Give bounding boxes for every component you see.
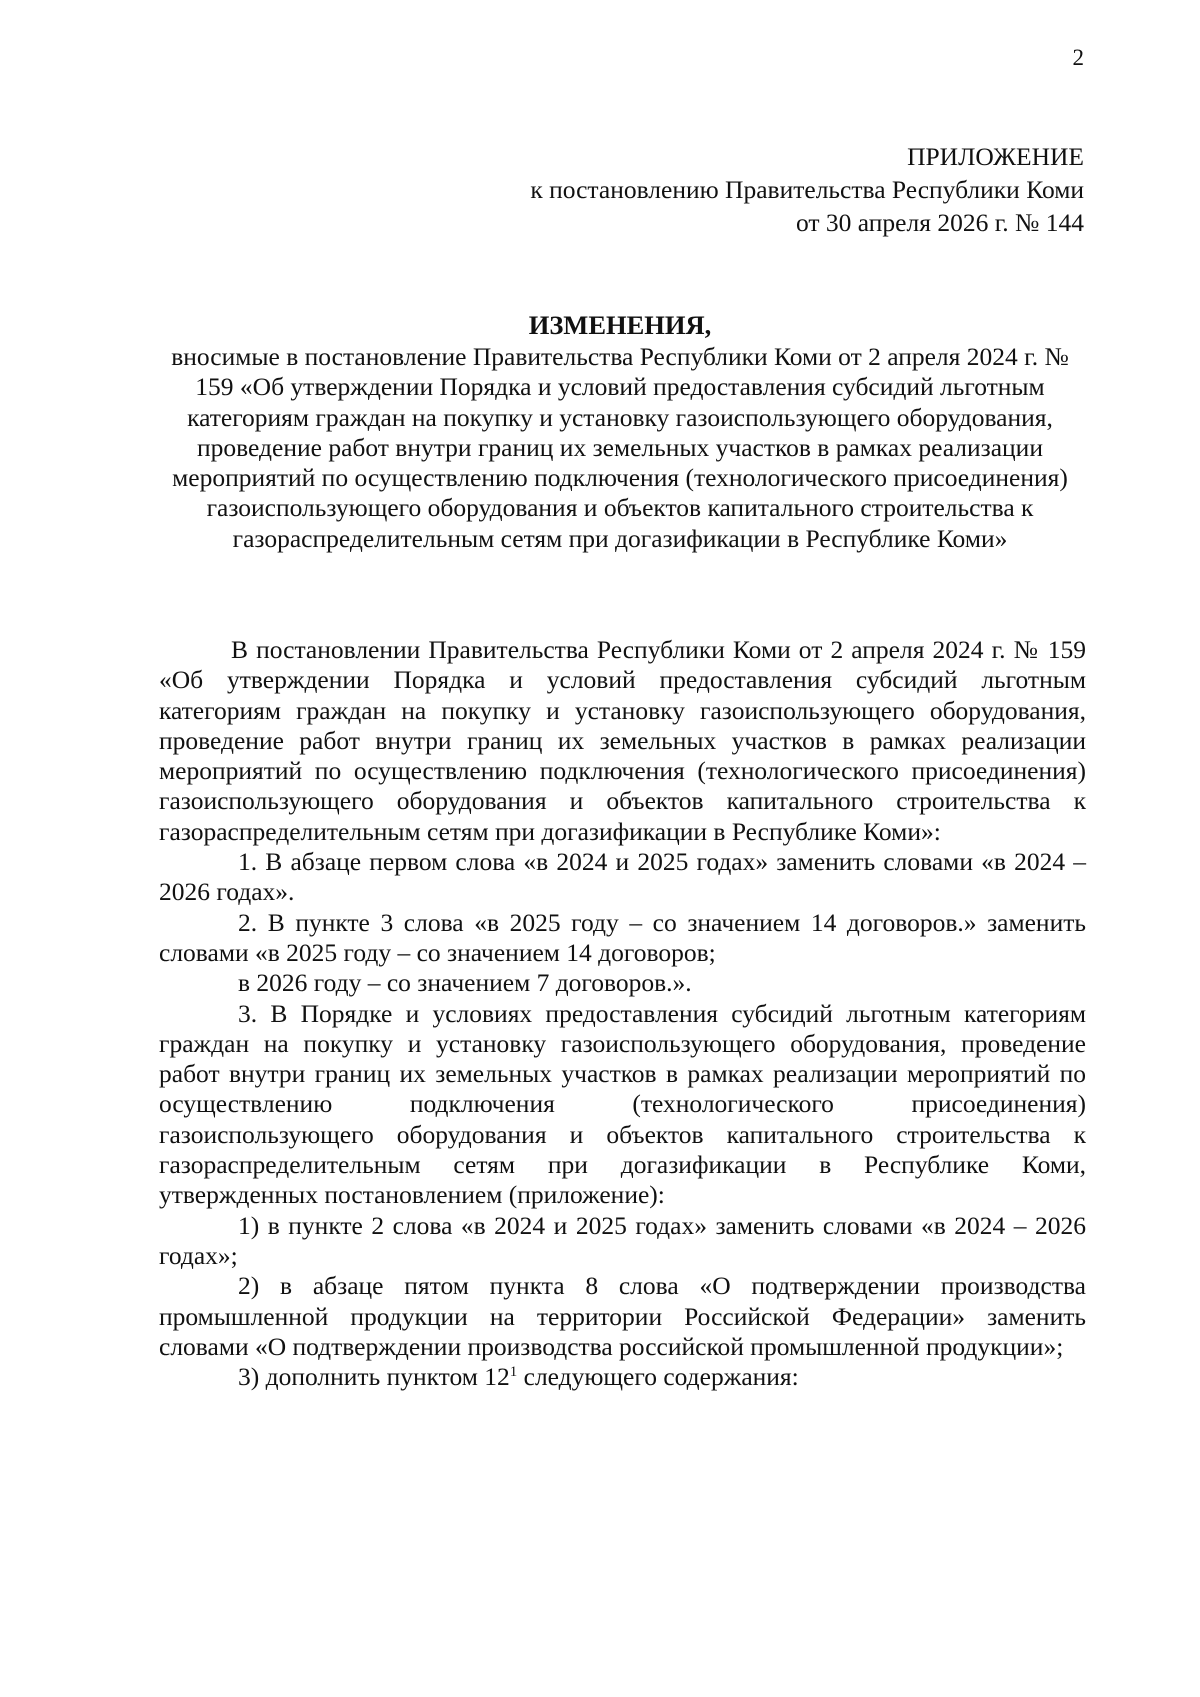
page-number: 2	[1072, 45, 1084, 70]
subitem-3-prefix: 3) дополнить пунктом 12	[238, 1362, 510, 1392]
subitem-3-suffix: следующего содержания:	[517, 1362, 799, 1392]
subitem-3	[159, 1362, 1086, 1392]
amendment-item-2: 2. В пункте 3 слова «в 2025 году – со значением 14 договоров.» заменить словами «в 2025 году – со значением 14 договоров;	[159, 907, 1086, 967]
subitem-1: 1) в пункте 2 слова «в 2024 и 2025 годах» заменить словами «в 2024 – 2026 годах»;	[159, 1210, 1086, 1270]
amendment-item-3: 3. В Порядке и условиях предоставления субсидий льготным категориям граждан на покупку и установку газоиспользующего оборудования, проведение работ внутри границ их земельных участков в рамках реализации мероприятий по осуществлению подключения (технологического присоединения) газоиспользующего оборудования и объектов капитального строительства к газораспределительным сетям при догазификации в Республике Коми, утвержденных постановлением (приложение):	[159, 998, 1086, 1210]
document-title: ИЗМЕНЕНИЯ,	[528, 310, 712, 340]
document-subtitle: вносимые в постановление Правительства Республики Коми от 2 апреля 2024 г. № 159 «Об утверждении Порядка и условий предоставления субсидий льготным категориям граждан на покупку и установку газоиспользующего оборудования, проведение работ внутри границ их земельных участков в рамках реализации мероприятий по осуществлению подключения (технологического присоединения) газоиспользующего оборудования и объектов капитального строительства к газораспределительным сетям при догазификации в Республике Коми»	[171, 342, 1069, 553]
subitem-2: 2) в абзаце пятом пункта 8 слова «О подтверждении производства промышленной продукции на территории Российской Федерации» заменить словами «О подтверждении производства российской промышленной продукции»;	[159, 1271, 1086, 1361]
amendment-item-2-continuation: в 2026 году – со значением 7 договоров.».	[238, 968, 692, 998]
appendix-label: ПРИЛОЖЕНИЕ	[907, 142, 1084, 171]
appendix-header	[384, 140, 1084, 239]
document-body	[159, 635, 1086, 1392]
intro-paragraph: В постановлении Правительства Республики Коми от 2 апреля 2024 г. № 159 «Об утверждении Порядка и условий предоставления субсидий льготным категориям граждан на покупку и установку газоиспользующего оборудования, проведение работ внутри границ их земельных участков в рамках реализации мероприятий по осуществлению подключения (технологического присоединения) газоиспользующего оборудования и объектов капитального строительства к газораспределительным сетям при догазификации в Республике Коми»:	[159, 635, 1086, 846]
appendix-date-number: от 30 апреля 2026 г. № 144	[796, 208, 1084, 237]
amendment-item-1: 1. В абзаце первом слова «в 2024 и 2025 годах» заменить словами «в 2024 – 2026 годах».	[159, 847, 1086, 907]
subitem-3-superscript: 1	[509, 1364, 518, 1381]
appendix-reference: к постановлению Правительства Республики Коми	[530, 175, 1084, 204]
document-title-block	[150, 308, 1090, 554]
